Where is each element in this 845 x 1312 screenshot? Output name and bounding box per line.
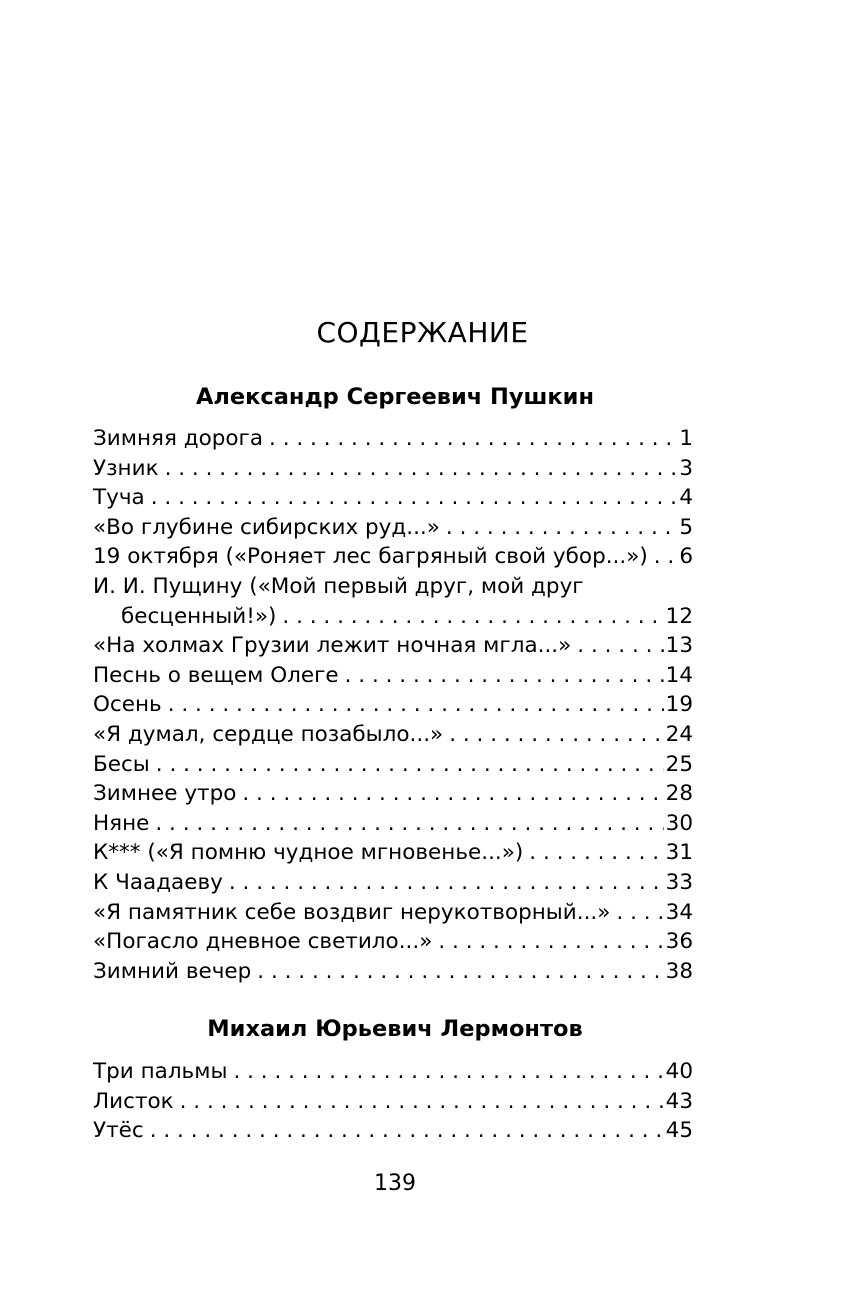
toc-item-title-continued: бесценный!»): [121, 603, 277, 629]
toc-item[interactable]: [93, 809, 693, 839]
leader-dots: [155, 809, 663, 839]
leader-dots: [616, 898, 663, 928]
leader-dots: [654, 542, 678, 572]
toc-item[interactable]: [93, 957, 693, 987]
toc-item-title: «На холмах Грузии лежит ночная мгла...»: [93, 633, 572, 659]
section-title-pushkin: Александр Сергеевич Пушкин: [195, 384, 594, 410]
toc-item[interactable]: [93, 483, 693, 513]
toc-item-page: 12: [665, 603, 693, 629]
toc-item-title: Зимняя дорога: [93, 426, 264, 451]
toc-item-page: 4: [679, 485, 693, 511]
page-title: СОДЕРЖАНИЕ: [316, 316, 529, 349]
toc-item-title: Няне: [93, 810, 150, 836]
leader-dots: [180, 1087, 664, 1117]
toc-item[interactable]: [93, 572, 693, 631]
toc-item-title: Зимнее утро: [93, 781, 237, 807]
toc-item-page: 25: [665, 751, 693, 777]
toc-item[interactable]: [93, 1087, 693, 1117]
toc-item[interactable]: [93, 927, 693, 957]
toc-item-page: 30: [665, 810, 693, 836]
leader-dots: [242, 779, 663, 809]
toc-item[interactable]: [93, 454, 693, 484]
toc-item[interactable]: [93, 631, 693, 661]
toc-item[interactable]: [93, 513, 693, 543]
leader-dots: [168, 690, 664, 720]
page-number: 139: [374, 1171, 416, 1196]
toc-item-page: 24: [665, 721, 693, 747]
toc-item[interactable]: [93, 898, 693, 928]
toc-item-title: «Я памятник себе воздвиг нерукотворный...»: [93, 899, 611, 925]
leader-dots: [269, 424, 677, 454]
toc-item-page: 31: [665, 840, 693, 866]
toc-list-pushkin: [93, 424, 693, 986]
toc-item-title: Бесы: [93, 751, 150, 777]
toc-item-title: «Погасло дневное светило...»: [93, 929, 433, 955]
toc-item-title: «Я думал, сердце позабыло...»: [93, 721, 444, 747]
leader-dots: [577, 631, 663, 661]
toc-item[interactable]: [93, 838, 693, 868]
toc-item-page: 19: [665, 692, 693, 718]
toc-item[interactable]: [93, 690, 693, 720]
toc-item-title: К*** («Я помню чудное мгновенье...»): [93, 840, 524, 866]
toc-item[interactable]: [93, 868, 693, 898]
toc-item-title: Три пальмы: [93, 1059, 228, 1084]
toc-item-title: Зимний вечер: [93, 958, 252, 984]
toc-item[interactable]: [93, 1116, 693, 1146]
toc-item-title: Листок: [93, 1088, 174, 1114]
toc-item-page: 40: [665, 1059, 693, 1084]
toc-item[interactable]: [93, 1057, 693, 1087]
toc-item[interactable]: [93, 542, 693, 572]
toc-item-title: И. И. Пущину («Мой первый друг, мой друг: [93, 573, 584, 599]
toc-item-title: Узник: [93, 455, 159, 481]
toc-item-continuation: [93, 602, 693, 632]
toc-item-title: К Чаадаеву: [93, 869, 223, 895]
leader-dots: [449, 720, 663, 750]
toc-item[interactable]: [93, 750, 693, 780]
toc-item-page: 45: [665, 1118, 693, 1144]
toc-item-page: 5: [679, 514, 693, 540]
toc-item-page: 36: [665, 929, 693, 955]
toc-item-page: 13: [665, 633, 693, 659]
toc-item-title: Утёс: [93, 1118, 144, 1144]
leader-dots: [151, 483, 678, 513]
toc-item-page: 34: [665, 899, 693, 925]
toc-item-page: 1: [679, 426, 693, 451]
leader-dots: [156, 750, 664, 780]
toc-item-page: 6: [679, 544, 693, 570]
leader-dots: [257, 957, 663, 987]
toc-item[interactable]: [93, 720, 693, 750]
toc-item-title: Песнь о вещем Олеге: [93, 662, 339, 688]
leader-dots: [229, 868, 664, 898]
toc-item-page: 38: [665, 958, 693, 984]
toc-item-title: Осень: [93, 692, 162, 718]
leader-dots: [438, 927, 663, 957]
leader-dots: [529, 838, 663, 868]
toc-item[interactable]: [93, 779, 693, 809]
toc-item-page: 33: [665, 869, 693, 895]
toc-item-page: 43: [665, 1088, 693, 1114]
leader-dots: [446, 513, 677, 543]
toc-item-page: 14: [665, 662, 693, 688]
leader-dots: [150, 1116, 664, 1146]
toc-item-page: 28: [665, 781, 693, 807]
toc-item[interactable]: [93, 661, 693, 691]
toc-item-title: 19 октября («Роняет лес багряный свой убор...»): [93, 544, 648, 570]
toc-list-lermontov: [93, 1057, 693, 1146]
leader-dots: [233, 1057, 663, 1087]
toc-item-title: «Во глубине сибирских руд...»: [93, 514, 440, 540]
toc-item-page: 3: [679, 455, 693, 481]
leader-dots: [282, 602, 663, 632]
leader-dots: [165, 454, 678, 484]
leader-dots: [345, 661, 664, 691]
toc-item[interactable]: [93, 424, 693, 454]
toc-item-title: Туча: [93, 485, 145, 511]
section-title-lermontov: Михаил Юрьевич Лермонтов: [207, 1016, 583, 1042]
